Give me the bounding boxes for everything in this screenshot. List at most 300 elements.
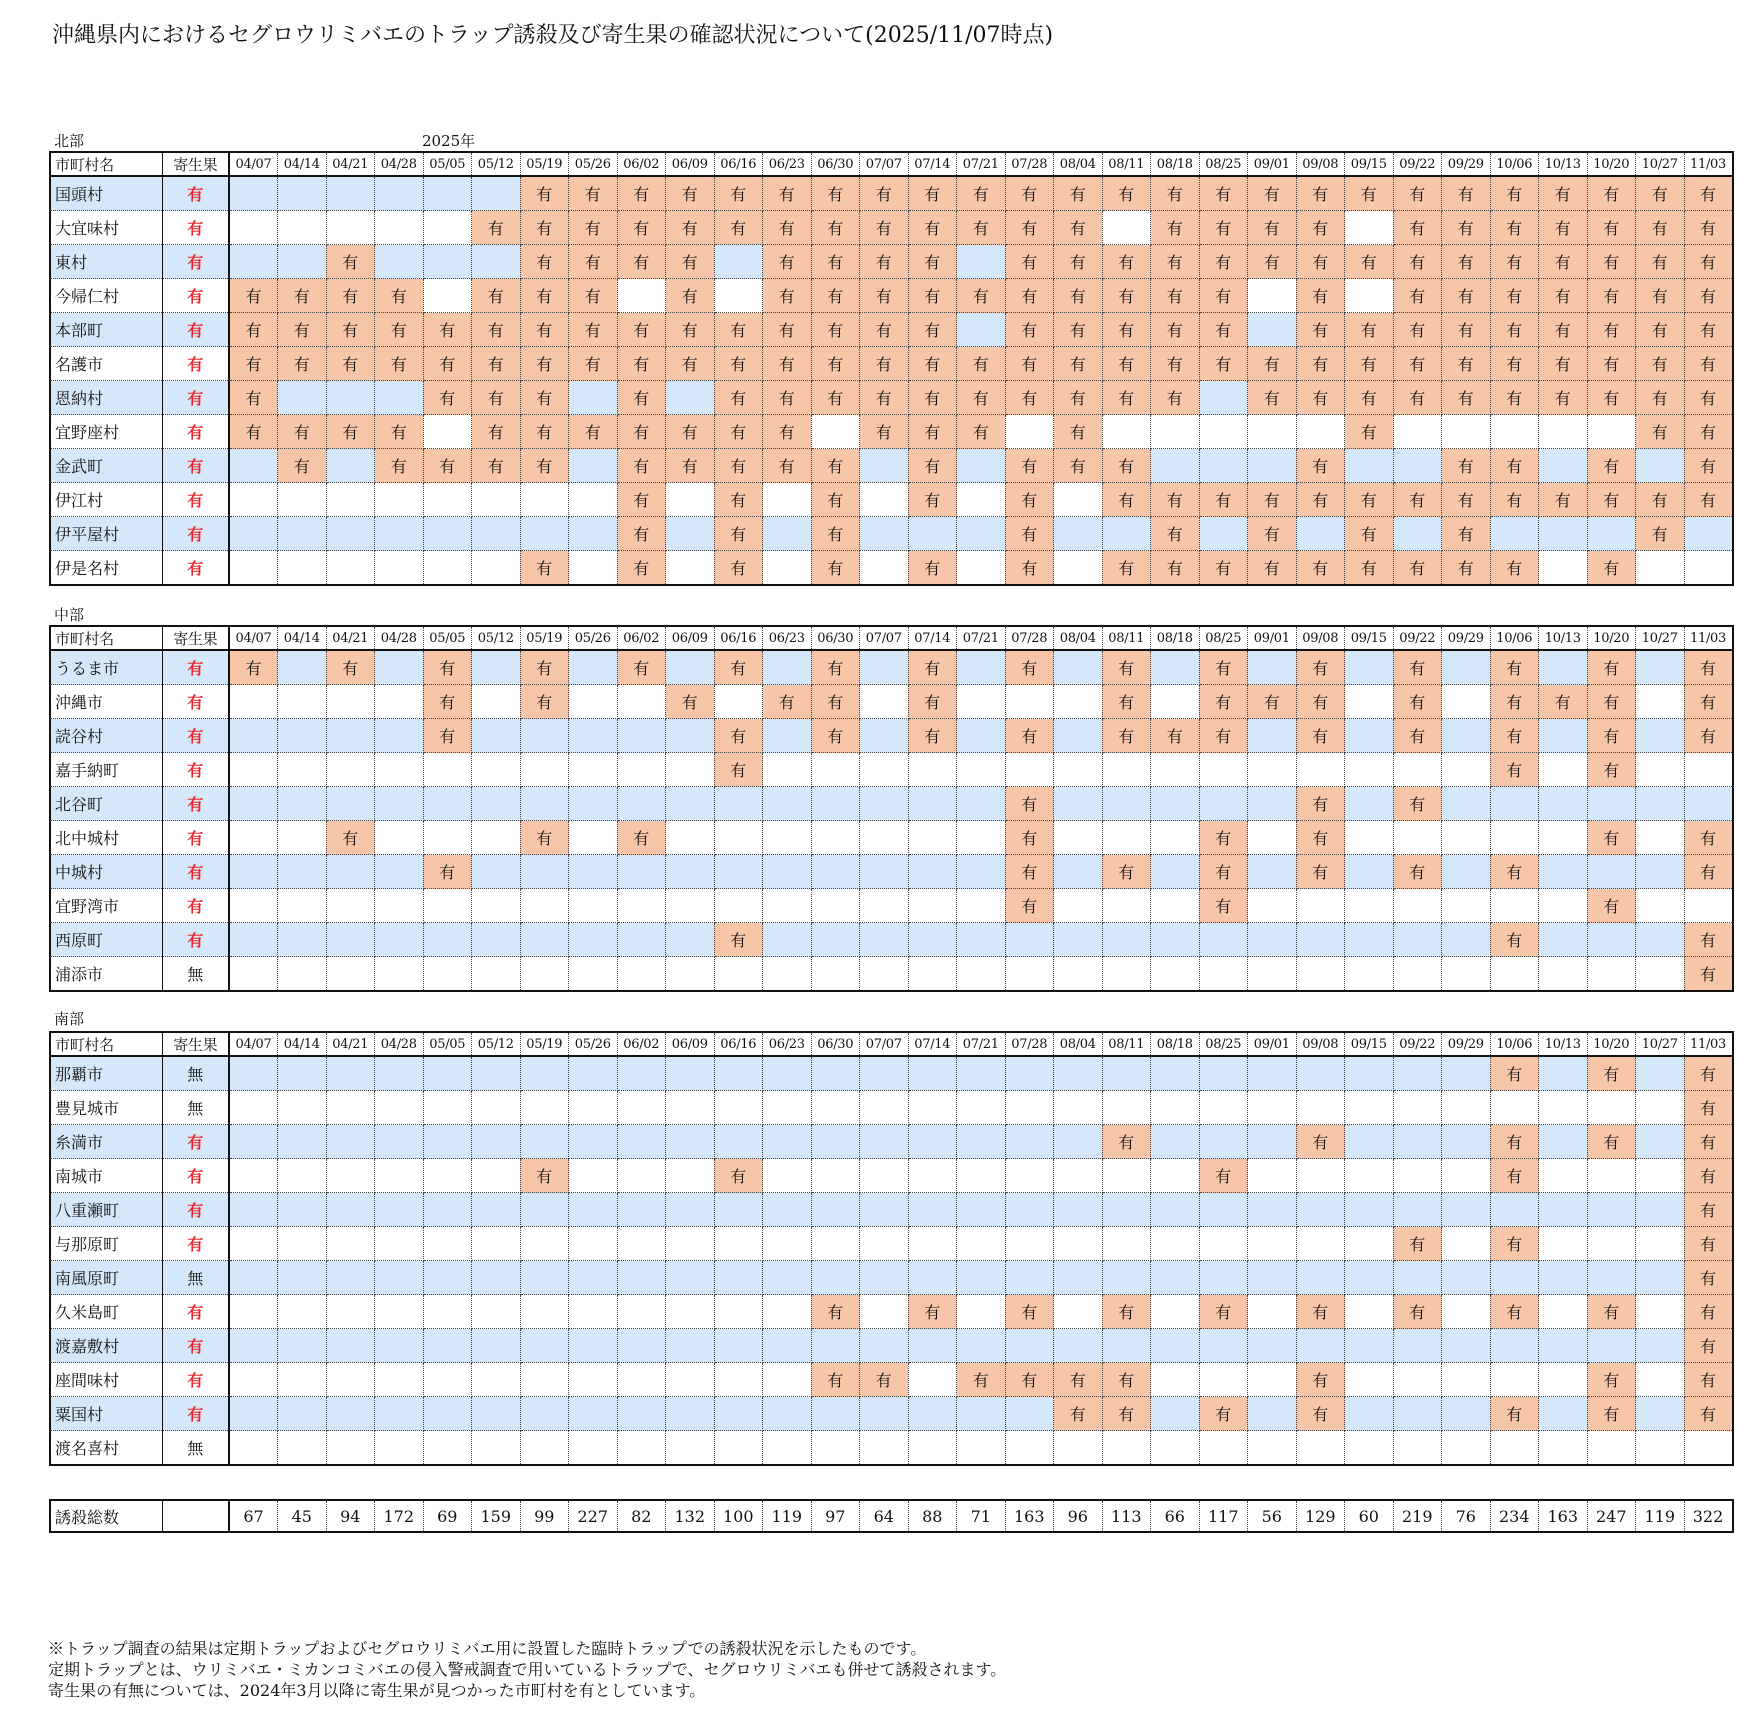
trap-cell [472,517,521,551]
municipality-name: 北谷町 [50,787,162,821]
trap-cell: 有 [569,279,618,313]
trap-cell: 有 [1490,1397,1539,1431]
trap-cell [520,1295,569,1329]
trap-cell [569,381,618,415]
trap-cell [375,1091,424,1125]
trap-cell [1636,957,1685,992]
trap-cell: 有 [1442,449,1491,483]
trap-cell: 有 [375,347,424,381]
trap-cell [1636,1431,1685,1466]
trap-cell [1199,923,1248,957]
trap-cell [229,855,278,889]
trap-cell [1587,1431,1636,1466]
trap-cell: 有 [811,517,860,551]
trap-cell: 有 [1442,381,1491,415]
trap-cell [617,1397,666,1431]
trap-cell [326,1056,375,1091]
trap-cell: 有 [1490,449,1539,483]
municipality-name: 伊是名村 [50,551,162,586]
trap-cell [326,211,375,245]
trap-cell [229,1329,278,1363]
trap-cell: 有 [1005,245,1054,279]
municipality-name: 伊平屋村 [50,517,162,551]
trap-cell: 有 [1199,821,1248,855]
trap-cell [860,957,909,992]
trap-cell [860,889,909,923]
date-header: 07/07 [860,1032,909,1056]
trap-cell: 有 [1393,483,1442,517]
trap-cell [1248,753,1297,787]
trap-cell [472,1363,521,1397]
trap-cell [957,753,1006,787]
date-header: 09/22 [1393,626,1442,650]
trap-cell [1054,1056,1103,1091]
trap-cell [666,1193,715,1227]
trap-cell: 有 [520,551,569,586]
table-row [50,211,1733,245]
total-value: 163 [1005,1500,1054,1532]
trap-cell: 有 [278,415,327,449]
trap-cell: 有 [811,245,860,279]
trap-cell [666,787,715,821]
trap-cell [520,1329,569,1363]
trap-cell [1248,1295,1297,1329]
trap-cell [957,1329,1006,1363]
trap-cell [423,957,472,992]
trap-cell [617,1125,666,1159]
trap-cell [1442,923,1491,957]
trap-cell [1199,1193,1248,1227]
trap-cell: 有 [1490,381,1539,415]
trap-cell [1199,1431,1248,1466]
trap-cell [375,923,424,957]
trap-cell [229,957,278,992]
parasite-status: 有 [162,381,229,415]
trap-cell [1636,889,1685,923]
municipality-name: 東村 [50,245,162,279]
date-header: 05/26 [569,152,618,176]
date-header: 08/25 [1199,1032,1248,1056]
trap-cell: 有 [1442,211,1491,245]
trap-cell: 有 [1442,245,1491,279]
trap-cell [472,551,521,586]
trap-cell [278,957,327,992]
trap-cell [1102,1159,1151,1193]
trap-cell [617,1159,666,1193]
trap-cell: 有 [763,313,812,347]
trap-cell [1102,889,1151,923]
trap-cell: 有 [1539,176,1588,211]
trap-cell: 有 [1199,245,1248,279]
trap-cell: 有 [1199,855,1248,889]
trap-cell [1345,1295,1394,1329]
municipality-name: 粟国村 [50,1397,162,1431]
trap-cell [278,1261,327,1295]
trap-cell [423,821,472,855]
trap-cell: 有 [714,650,763,685]
trap-cell: 有 [1005,719,1054,753]
date-header: 09/29 [1442,1032,1491,1056]
trap-cell: 有 [1199,685,1248,719]
trap-cell: 有 [1199,313,1248,347]
trap-cell: 有 [1393,787,1442,821]
trap-cell: 有 [1490,650,1539,685]
table-row [50,347,1733,381]
trap-cell [520,787,569,821]
trap-cell: 有 [1199,211,1248,245]
trap-cell: 有 [1587,483,1636,517]
trap-cell: 有 [714,415,763,449]
trap-cell [326,1397,375,1431]
trap-cell [375,176,424,211]
trap-cell: 有 [1684,1397,1733,1431]
trap-cell [1636,787,1685,821]
trap-cell [569,889,618,923]
trap-cell [278,245,327,279]
date-header: 05/26 [569,1032,618,1056]
trap-cell [860,1193,909,1227]
trap-cell [569,1295,618,1329]
trap-cell [617,719,666,753]
trap-cell [1636,685,1685,719]
trap-cell [666,1227,715,1261]
trap-cell: 有 [811,685,860,719]
trap-cell: 有 [1587,821,1636,855]
municipality-name: 那覇市 [50,1056,162,1091]
trap-cell [1054,1227,1103,1261]
trap-cell: 有 [1054,245,1103,279]
trap-cell [617,1261,666,1295]
trap-cell [957,1261,1006,1295]
trap-cell [1587,787,1636,821]
trap-cell [375,1159,424,1193]
trap-cell: 有 [1636,517,1685,551]
trap-cell: 有 [1684,1261,1733,1295]
trap-cell [229,1397,278,1431]
trap-cell [666,1295,715,1329]
header-name: 市町村名 [50,626,162,650]
trap-cell: 有 [860,279,909,313]
trap-cell: 有 [1005,1363,1054,1397]
trap-cell [229,551,278,586]
trap-cell [1199,381,1248,415]
trap-cell: 有 [278,449,327,483]
trap-cell: 有 [472,211,521,245]
trap-cell [1248,889,1297,923]
trap-cell: 有 [617,821,666,855]
date-header: 08/11 [1102,152,1151,176]
date-header: 09/15 [1345,1032,1394,1056]
trap-cell [278,517,327,551]
trap-cell [811,1227,860,1261]
trap-cell [423,517,472,551]
trap-cell [1345,211,1394,245]
trap-cell: 有 [1102,279,1151,313]
trap-cell: 有 [617,313,666,347]
footnote-line: 定期トラップとは、ウリミバエ・ミカンコミバエの侵入警戒調査で用いているトラップで、セグロウリミバエも併せて誘殺されます。 [48,1660,1007,1679]
trap-cell [278,1091,327,1125]
trap-cell [1248,650,1297,685]
trap-cell [617,1295,666,1329]
trap-cell [1151,753,1200,787]
trap-cell: 有 [666,685,715,719]
trap-cell [278,1125,327,1159]
trap-cell [472,1397,521,1431]
trap-cell [811,1431,860,1466]
trap-cell [860,1431,909,1466]
parasite-status: 有 [162,1363,229,1397]
trap-cell [569,855,618,889]
trap-cell: 有 [423,719,472,753]
trap-cell [1587,517,1636,551]
trap-cell: 有 [1102,381,1151,415]
trap-cell [1539,650,1588,685]
trap-cell: 有 [1490,1125,1539,1159]
trap-cell: 有 [1587,211,1636,245]
header-row [50,152,1733,176]
trap-cell [1345,650,1394,685]
trap-cell: 有 [472,381,521,415]
trap-cell [472,1056,521,1091]
trap-cell [1248,1397,1297,1431]
trap-cell: 有 [1490,753,1539,787]
trap-cell [326,1159,375,1193]
parasite-status: 有 [162,889,229,923]
trap-cell [1345,685,1394,719]
trap-cell: 有 [617,483,666,517]
trap-cell [229,176,278,211]
trap-cell: 有 [1248,685,1297,719]
trap-cell [1587,1193,1636,1227]
trap-cell [569,753,618,787]
trap-cell [1539,1056,1588,1091]
table-row [50,1295,1733,1329]
trap-cell: 有 [1490,923,1539,957]
trap-cell [860,551,909,586]
trap-cell [617,1056,666,1091]
trap-cell [1296,1431,1345,1466]
trap-cell [1248,719,1297,753]
date-header: 04/21 [326,626,375,650]
trap-cell [1102,1329,1151,1363]
trap-cell: 有 [472,415,521,449]
trap-cell [1102,787,1151,821]
trap-cell [569,1159,618,1193]
trap-cell: 有 [1636,415,1685,449]
trap-cell: 有 [908,685,957,719]
trap-cell [1636,719,1685,753]
trap-cell [472,650,521,685]
trap-cell: 有 [714,176,763,211]
trap-cell: 有 [1005,889,1054,923]
trap-cell: 有 [1248,347,1297,381]
total-value: 56 [1248,1500,1297,1532]
trap-cell: 有 [957,381,1006,415]
trap-cell [1151,855,1200,889]
trap-cell: 有 [520,176,569,211]
trap-cell [569,685,618,719]
municipality-name: うるま市 [50,650,162,685]
trap-cell [1248,1261,1297,1295]
trap-cell [1199,1329,1248,1363]
trap-cell: 有 [1684,245,1733,279]
trap-cell: 有 [1442,483,1491,517]
trap-cell [617,1329,666,1363]
trap-cell: 有 [811,483,860,517]
trap-cell [1345,855,1394,889]
trap-cell [1345,1363,1394,1397]
trap-cell: 有 [1442,176,1491,211]
trap-cell [423,211,472,245]
trap-cell [1102,1193,1151,1227]
trap-cell [1442,821,1491,855]
trap-cell: 有 [908,1295,957,1329]
trap-cell [1636,650,1685,685]
trap-cell: 有 [714,753,763,787]
trap-cell: 有 [423,347,472,381]
trap-cell [278,923,327,957]
parasite-status: 無 [162,957,229,992]
date-header: 08/18 [1151,1032,1200,1056]
date-header: 10/27 [1636,626,1685,650]
parasite-status: 有 [162,517,229,551]
trap-cell: 有 [1684,279,1733,313]
trap-cell [957,1056,1006,1091]
trap-cell: 有 [908,211,957,245]
trap-cell [1539,957,1588,992]
date-header: 04/21 [326,1032,375,1056]
trap-cell [1345,753,1394,787]
trap-cell [1684,1431,1733,1466]
total-value: 163 [1539,1500,1588,1532]
trap-cell [1636,1363,1685,1397]
trap-cell [520,753,569,787]
trap-cell [229,245,278,279]
total-value: 64 [860,1500,909,1532]
date-header: 09/29 [1442,152,1491,176]
trap-cell [1539,517,1588,551]
date-header: 07/14 [908,1032,957,1056]
trap-cell [860,483,909,517]
parasite-status: 有 [162,1295,229,1329]
trap-cell: 有 [1684,1159,1733,1193]
trap-cell: 有 [1684,855,1733,889]
trap-cell [1199,1227,1248,1261]
trap-cell [423,923,472,957]
trap-cell [617,957,666,992]
trap-cell [326,1261,375,1295]
trap-cell: 有 [1199,176,1248,211]
trap-cell: 有 [1684,685,1733,719]
trap-cell: 有 [1393,211,1442,245]
trap-cell: 有 [1296,313,1345,347]
trap-cell: 有 [423,855,472,889]
trap-cell [278,1363,327,1397]
table-row [50,279,1733,313]
trap-cell [229,1159,278,1193]
municipality-name: 宜野座村 [50,415,162,449]
trap-cell [1345,787,1394,821]
trap-cell: 有 [569,245,618,279]
trap-cell: 有 [1199,719,1248,753]
trap-cell [957,1091,1006,1125]
municipality-name: 八重瀬町 [50,1193,162,1227]
trap-cell [1684,889,1733,923]
date-header: 06/09 [666,626,715,650]
trap-cell [666,753,715,787]
trap-cell: 有 [1684,821,1733,855]
trap-cell: 有 [1393,176,1442,211]
trap-cell [811,1056,860,1091]
trap-cell [763,1363,812,1397]
date-header: 05/26 [569,626,618,650]
trap-cell: 有 [1199,1159,1248,1193]
trap-cell [1345,957,1394,992]
region-label-south: 南部 [54,1010,85,1028]
trap-cell [957,245,1006,279]
trap-cell [1393,1363,1442,1397]
trap-cell: 有 [1442,517,1491,551]
date-header: 06/16 [714,1032,763,1056]
trap-cell [1151,1193,1200,1227]
parasite-status: 有 [162,1159,229,1193]
trap-cell: 有 [908,719,957,753]
trap-cell [908,1227,957,1261]
trap-cell [569,517,618,551]
trap-cell: 有 [714,719,763,753]
trap-cell: 有 [1054,415,1103,449]
trap-cell [1539,1227,1588,1261]
trap-cell [1054,1091,1103,1125]
trap-cell: 有 [1005,650,1054,685]
trap-cell [763,923,812,957]
trap-cell [375,1193,424,1227]
trap-cell [1005,1159,1054,1193]
date-header: 05/19 [520,626,569,650]
trap-cell [1151,1295,1200,1329]
trap-cell [569,1091,618,1125]
trap-cell [1005,1056,1054,1091]
municipality-name: 南城市 [50,1159,162,1193]
trap-cell [569,1261,618,1295]
trap-cell: 有 [1490,855,1539,889]
trap-cell [908,889,957,923]
trap-cell [617,1193,666,1227]
trap-cell [1684,517,1733,551]
trap-cell [1393,753,1442,787]
total-value: 119 [1636,1500,1685,1532]
trap-cell: 有 [617,551,666,586]
trap-cell [1102,415,1151,449]
date-header: 06/02 [617,626,666,650]
trap-cell: 有 [811,650,860,685]
trap-cell [1054,1261,1103,1295]
trap-cell [326,381,375,415]
trap-cell [278,1295,327,1329]
trap-cell [714,957,763,992]
trap-cell [326,1227,375,1261]
date-header: 10/13 [1539,626,1588,650]
trap-cell [423,787,472,821]
trap-cell: 有 [375,449,424,483]
trap-cell [666,381,715,415]
trap-cell [1393,517,1442,551]
trap-cell: 有 [1005,787,1054,821]
trap-cell [1539,1159,1588,1193]
trap-cell [957,1431,1006,1466]
trap-cell [957,685,1006,719]
trap-cell: 有 [1151,176,1200,211]
